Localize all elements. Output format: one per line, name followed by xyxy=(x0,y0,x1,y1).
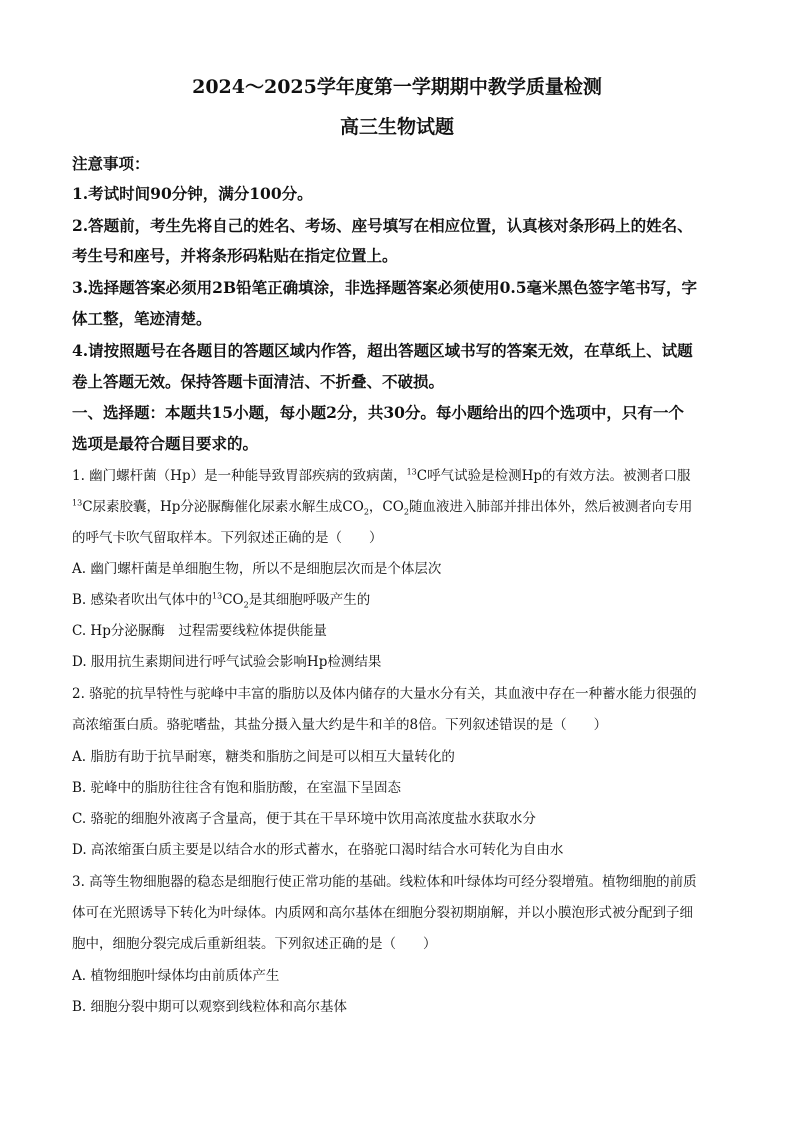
section-1-heading-line-1: 一、选择题：本题共15小题，每小题2分，共30分。每小题给出的四个选项中，只有一个 xyxy=(72,403,684,422)
notice-item-3-line-1: 3.选择题答案必须用2B铅笔正确填涂，非选择题答案必须使用0.5毫米黑色签字笔书写，字 xyxy=(72,278,698,297)
q1-stem-line-3: 的呼气卡吹气留取样本。下列叙述正确的是（ ） xyxy=(72,530,383,546)
q1-option-a: A. 幽门螺杆菌是单细胞生物，所以不是细胞层次而是个体层次 xyxy=(72,561,442,577)
q3-option-a: A. 植物细胞叶绿体均由前质体产生 xyxy=(72,968,280,984)
notice-item-1: 1.考试时间90分钟，满分100分。 xyxy=(72,184,313,203)
q1-stem-line-1: 1. 幽门螺杆菌（Hp）是一种能导致胃部疾病的致病菌，$^{13}$C呼气试验是检测Hp的有效方法。被测者口服 xyxy=(72,467,691,484)
exam-title: 2024～2025学年度第一学期期中教学质量检测 xyxy=(192,76,602,98)
notice-item-3-line-2: 体工整，笔迹清楚。 xyxy=(72,309,212,328)
q1-stem-line-2: $^{13}$C尿素胶囊，Hp分泌脲酶催化尿素水解生成$CO_2$，$CO_2$随血液进入肺部并排出体外，然后被测者向专用 xyxy=(72,498,693,517)
q3-stem-line-3: 胞中，细胞分裂完成后重新组装。下列叙述正确的是（ ） xyxy=(72,936,437,952)
section-1-heading-line-2: 选项是最符合题目要求的。 xyxy=(72,434,259,453)
q1-option-d: D. 服用抗生素期间进行呼气试验会影响Hp检测结果 xyxy=(72,654,382,670)
notice-item-2-line-2: 考生号和座号，并将条形码粘贴在指定位置上。 xyxy=(72,246,398,265)
notice-heading: 注意事项： xyxy=(72,154,150,173)
exam-subtitle: 高三生物试题 xyxy=(339,116,454,138)
q3-stem-line-2: 体可在光照诱导下转化为叶绿体。内质网和高尔基体在细胞分裂初期崩解，并以小膜泡形式被分配到子细 xyxy=(72,905,693,921)
notice-item-4-line-1: 4.请按照题号在各题目的答题区域内作答，超出答题区域书写的答案无效，在草纸上、试题 xyxy=(72,341,693,360)
q2-option-d: D. 高浓缩蛋白质主要是以结合水的形式蓄水，在骆驼口渴时结合水可转化为自由水 xyxy=(72,842,564,858)
notice-item-4-line-2: 卷上答题无效。保持答题卡面清洁、不折叠、不破损。 xyxy=(72,372,445,391)
q3-option-b: B. 细胞分裂中期可以观察到线粒体和高尔基体 xyxy=(72,999,348,1015)
q2-option-a: A. 脂肪有助于抗旱耐寒，糖类和脂肪之间是可以相互大量转化的 xyxy=(72,749,455,765)
q2-option-c: C. 骆驼的细胞外液离子含量高，便于其在干旱环境中饮用高浓度盐水获取水分 xyxy=(72,811,536,827)
q2-stem-line-2: 高浓缩蛋白质。骆驼嗜盐，其盐分摄入量大约是牛和羊的8倍。下列叙述错误的是（ ） xyxy=(72,717,608,733)
q1-option-b: B. 感染者吹出气体中的$^{13}CO_2$是其细胞呼吸产生的 xyxy=(72,591,371,610)
q1-option-c: C. Hp分泌脲酶 过程需要线粒体提供能量 xyxy=(72,623,327,639)
notice-item-2-line-1: 2.答题前，考生先将自己的姓名、考场、座号填写在相应位置，认真核对条形码上的姓名、 xyxy=(72,216,693,235)
q2-stem-line-1: 2. 骆驼的抗旱特性与驼峰中丰富的脂肪以及体内储存的大量水分有关，其血液中存在一种蓄水能力很强的 xyxy=(72,686,697,702)
q2-option-b: B. 驼峰中的脂肪往往含有饱和脂肪酸，在室温下呈固态 xyxy=(72,780,402,796)
q3-stem-line-1: 3. 高等生物细胞器的稳态是细胞行使正常功能的基础。线粒体和叶绿体均可经分裂增殖。植物细胞的前质 xyxy=(72,874,697,890)
